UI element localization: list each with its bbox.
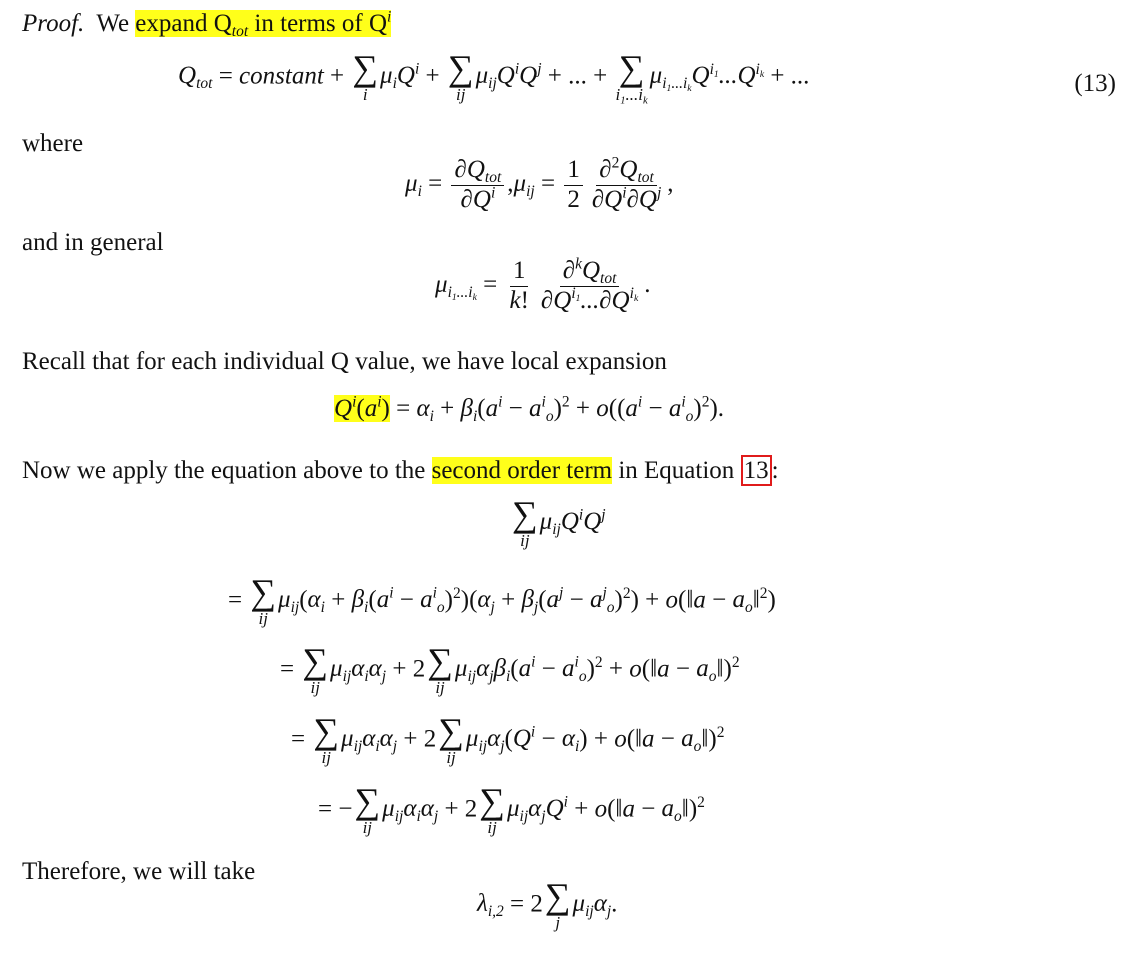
proof-intro: We: [96, 10, 136, 37]
equation-local-expansion: $Q^i(a^i) = \alpha_i + \beta_i(a^i - a^i_o)^2 + o((a^i - a^i_o)^2)$.: [334, 393, 725, 425]
equation-mu-general: $\mu_{i_1...i_k}$ = $\frac{1}{k!}$ $\frac{\partial^kQ_{tot}}{\partial Q^{i_1}...\partial Q^{i_k}}$ .: [435, 255, 651, 314]
apply-line: Now we apply the equation above to the second order term in Equation 13 :: [22, 457, 779, 484]
where-label: where: [22, 130, 84, 157]
general-label: and in general: [22, 229, 164, 256]
proof-line: [22, 10, 391, 38]
derivation-line-1: ∑ ij $\mu_{ij}Q^iQ^j$: [512, 494, 606, 551]
derivation-line-5: = − ∑ ij $\mu_{ij}\alpha_i\alpha_j + 2$ ∑ ij $\mu_{ij}\alpha_jQ^i$ + o(‖a − $a_o‖)^2$: [318, 781, 705, 838]
equation-lambda: $\lambda_{i,2} = 2$ ∑ j $\mu_{ij}\alpha_j$.: [477, 876, 618, 933]
equation-mu-definitions: $\mu_i$ = $\frac{\partial Q_{tot}}{\partial Q^i}$ $,\mu_{ij}$ = $\frac{1}{2}$ $\frac{\partial^2Q_{tot}}{\partial Q^i\partial Q^j}$ ,: [405, 154, 674, 213]
therefore-line: Therefore, we will take: [22, 858, 256, 885]
highlight-expand: expand $Q_{tot}$ in terms of $Q^i$: [135, 8, 392, 40]
recall-line: Recall that for each individual Q value, we have local expansion: [22, 348, 667, 375]
equation-number: (13): [1074, 70, 1116, 97]
equation-13-link[interactable]: 13: [741, 455, 772, 486]
highlight-second-order: second order term: [431, 457, 613, 484]
equation-13: $Q_{tot}$ = constant + ∑ i $\mu_iQ^i$ + ∑ ij $\mu_{ij}Q^iQ^j$ + ... + ∑ $i_1...i_k$ $\mu_{i_1...i_k}Q^{i_1}...Q^{i_k}$ + ...: [178, 48, 810, 107]
proof-label: Proof.: [22, 10, 85, 37]
derivation-line-2: = ∑ ij $\mu_{ij}(\alpha_i + \beta_i(a^i - a^i_o)^2)(\alpha_j + \beta_j(a^j - a^j_o)^2)$ + o(‖a − $a_o‖^2$): [228, 572, 776, 629]
derivation-line-4: = ∑ ij $\mu_{ij}\alpha_i\alpha_j + 2$ ∑ ij $\mu_{ij}\alpha_j(Q^i - \alpha_i)$ + o(‖a − $a_o‖)^2$: [291, 711, 725, 768]
derivation-line-3: = ∑ ij $\mu_{ij}\alpha_i\alpha_j + 2$ ∑ ij $\mu_{ij}\alpha_j\beta_i(a^i - a^i_o)^2$ + o(‖a − $a_o‖)^2$: [280, 641, 740, 698]
highlight-q-of-a: $Q^i(a^i)$: [334, 393, 390, 422]
